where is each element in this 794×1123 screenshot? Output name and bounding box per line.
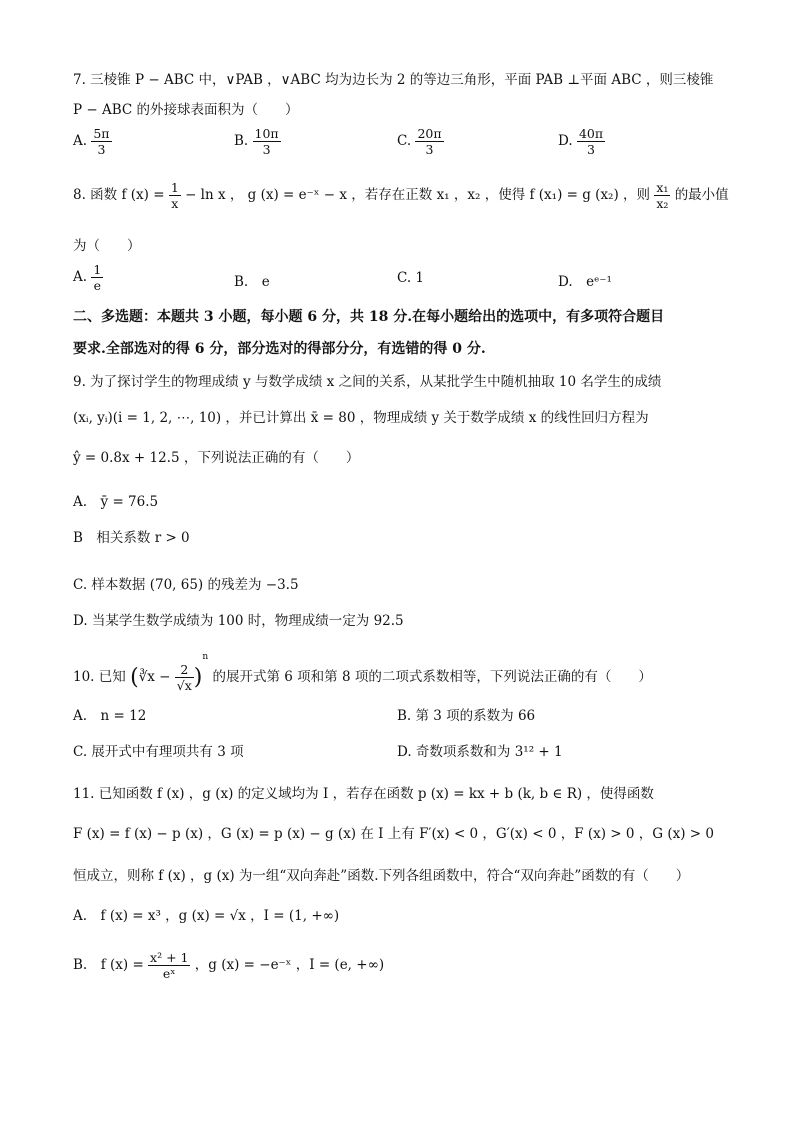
q7-stem-line2: P − ABC 的外接球表面积为（ ） (73, 102, 299, 118)
fraction: $\frac{1}{e}$ (93, 262, 102, 293)
q10-stem: 10. 已知 (∛x − $\frac{2}{√x}$ )$^n$ 的展开式第 6 项和第 8 项的二项式系数相等，下列说法正确的有（ ） (73, 652, 652, 693)
fraction: $\frac{\text{x² + 1}}{\text{eˣ}}$ (150, 950, 189, 981)
q11-option-b[interactable]: B. f (x) = $\frac{\text{x² + 1}}{\text{eˣ}}$ ，g (x) = −e⁻ˣ ，I = (e, +∞) (73, 950, 385, 981)
q10-option-a[interactable]: A. n = 12 (73, 708, 147, 724)
q10-option-c[interactable]: C. 展开式中有理项共有 3 项 (73, 744, 244, 760)
q7-option-d[interactable]: D. $\frac{40\pi}{3}$ (558, 126, 604, 157)
q9-stem-line2: (xᵢ, yᵢ)(i = 1, 2, ⋯, 10) ，并已计算出 x̄ = 80 ，物理成绩 y 关于数学成绩 x 的线性回归方程为 (73, 410, 649, 426)
q9-stem-line3: ŷ = 0.8x + 12.5 ，下列说法正确的有（ ） (73, 450, 360, 466)
q7-option-a[interactable]: A. $\frac{5\pi}{3}$ (73, 126, 110, 157)
fraction: $\frac{1}{x}$ (170, 180, 179, 211)
fraction: $\frac{\text{x₁}}{\text{x₂}}$ (656, 180, 669, 211)
q8-option-d[interactable]: D. eᵉ⁻¹ (558, 274, 612, 290)
q7-stem-line1: 7. 三棱锥 P − ABC 中，∨PAB ，∨ABC 均为边长为 2 的等边三角形，平面 PAB ⊥平面 ABC ，则三棱锥 (73, 72, 714, 88)
q9-option-b[interactable]: B 相关系数 r > 0 (73, 530, 190, 546)
q10-option-b[interactable]: B. 第 3 项的系数为 66 (397, 708, 536, 724)
q8-option-b[interactable]: B. e (234, 274, 270, 290)
q11-option-a[interactable]: A. f (x) = x³ ，g (x) = √x ，I = (1, +∞) (73, 908, 340, 924)
q7-option-b[interactable]: B. $\frac{10\pi}{3}$ (234, 126, 279, 157)
fraction: $\frac{20\pi}{3}$ (417, 126, 442, 157)
q10-option-d[interactable]: D. 奇数项系数和为 3¹² + 1 (397, 744, 563, 760)
q11-stem-line1: 11. 已知函数 f (x) ，g (x) 的定义域均为 I ，若存在函数 p (x) = kx + b (k, b ∈ R) ，使得函数 (73, 786, 654, 802)
section-heading-line2: 要求.全部选对的得 6 分，部分选对的得部分分，有选错的得 0 分. (73, 341, 486, 357)
fraction: $\frac{40\pi}{3}$ (578, 126, 604, 157)
q8-option-a[interactable]: A. $\frac{1}{e}$ (73, 262, 102, 293)
fraction: $\frac{5\pi}{3}$ (93, 126, 110, 157)
q9-option-c[interactable]: C. 样本数据 (70, 65) 的残差为 −3.5 (73, 577, 299, 593)
q11-stem-line3: 恒成立，则称 f (x) ，g (x) 为一组“双向奔赴”函数.下列各组函数中，符合“双向奔赴”函数的有（ ） (73, 868, 690, 884)
q9-stem-line1: 9. 为了探讨学生的物理成绩 y 与数学成绩 x 之间的关系，从某批学生中随机抽取 10 名学生的成绩 (73, 374, 662, 390)
q8-option-c[interactable]: C. 1 (397, 270, 425, 286)
q9-option-a[interactable]: A. ȳ = 76.5 (73, 494, 159, 510)
section-heading-line1: 二、多选题：本题共 3 小题，每小题 6 分，共 18 分.在每小题给出的选项中，有多项符合题目 (73, 309, 665, 325)
q8-stem-line1: 8. 函数 f (x) = $\frac{1}{x}$ − ln x ， g (x) = e⁻ˣ − x ，若存在正数 x₁ ，x₂ ，使得 f (x₁) = g (x₂) ，则 $\frac{\text{x₁}}{\text{x₂}}$ 的最小值 (73, 180, 729, 211)
q9-option-d[interactable]: D. 当某学生数学成绩为 100 时，物理成绩一定为 92.5 (73, 613, 404, 629)
fraction: $\frac{10\pi}{3}$ (254, 126, 279, 157)
q11-stem-line2: F (x) = f (x) − p (x) ，G (x) = p (x) − g (x) 在 I 上有 F′(x) < 0 ，G′(x) < 0 ，F (x) > 0 ，G (x) > 0 (73, 826, 714, 842)
q7-option-c[interactable]: C. $\frac{20\pi}{3}$ (397, 126, 442, 157)
q8-stem-line2: 为（ ） (73, 238, 141, 254)
fraction: $\frac{2}{√x}$ (176, 662, 192, 693)
